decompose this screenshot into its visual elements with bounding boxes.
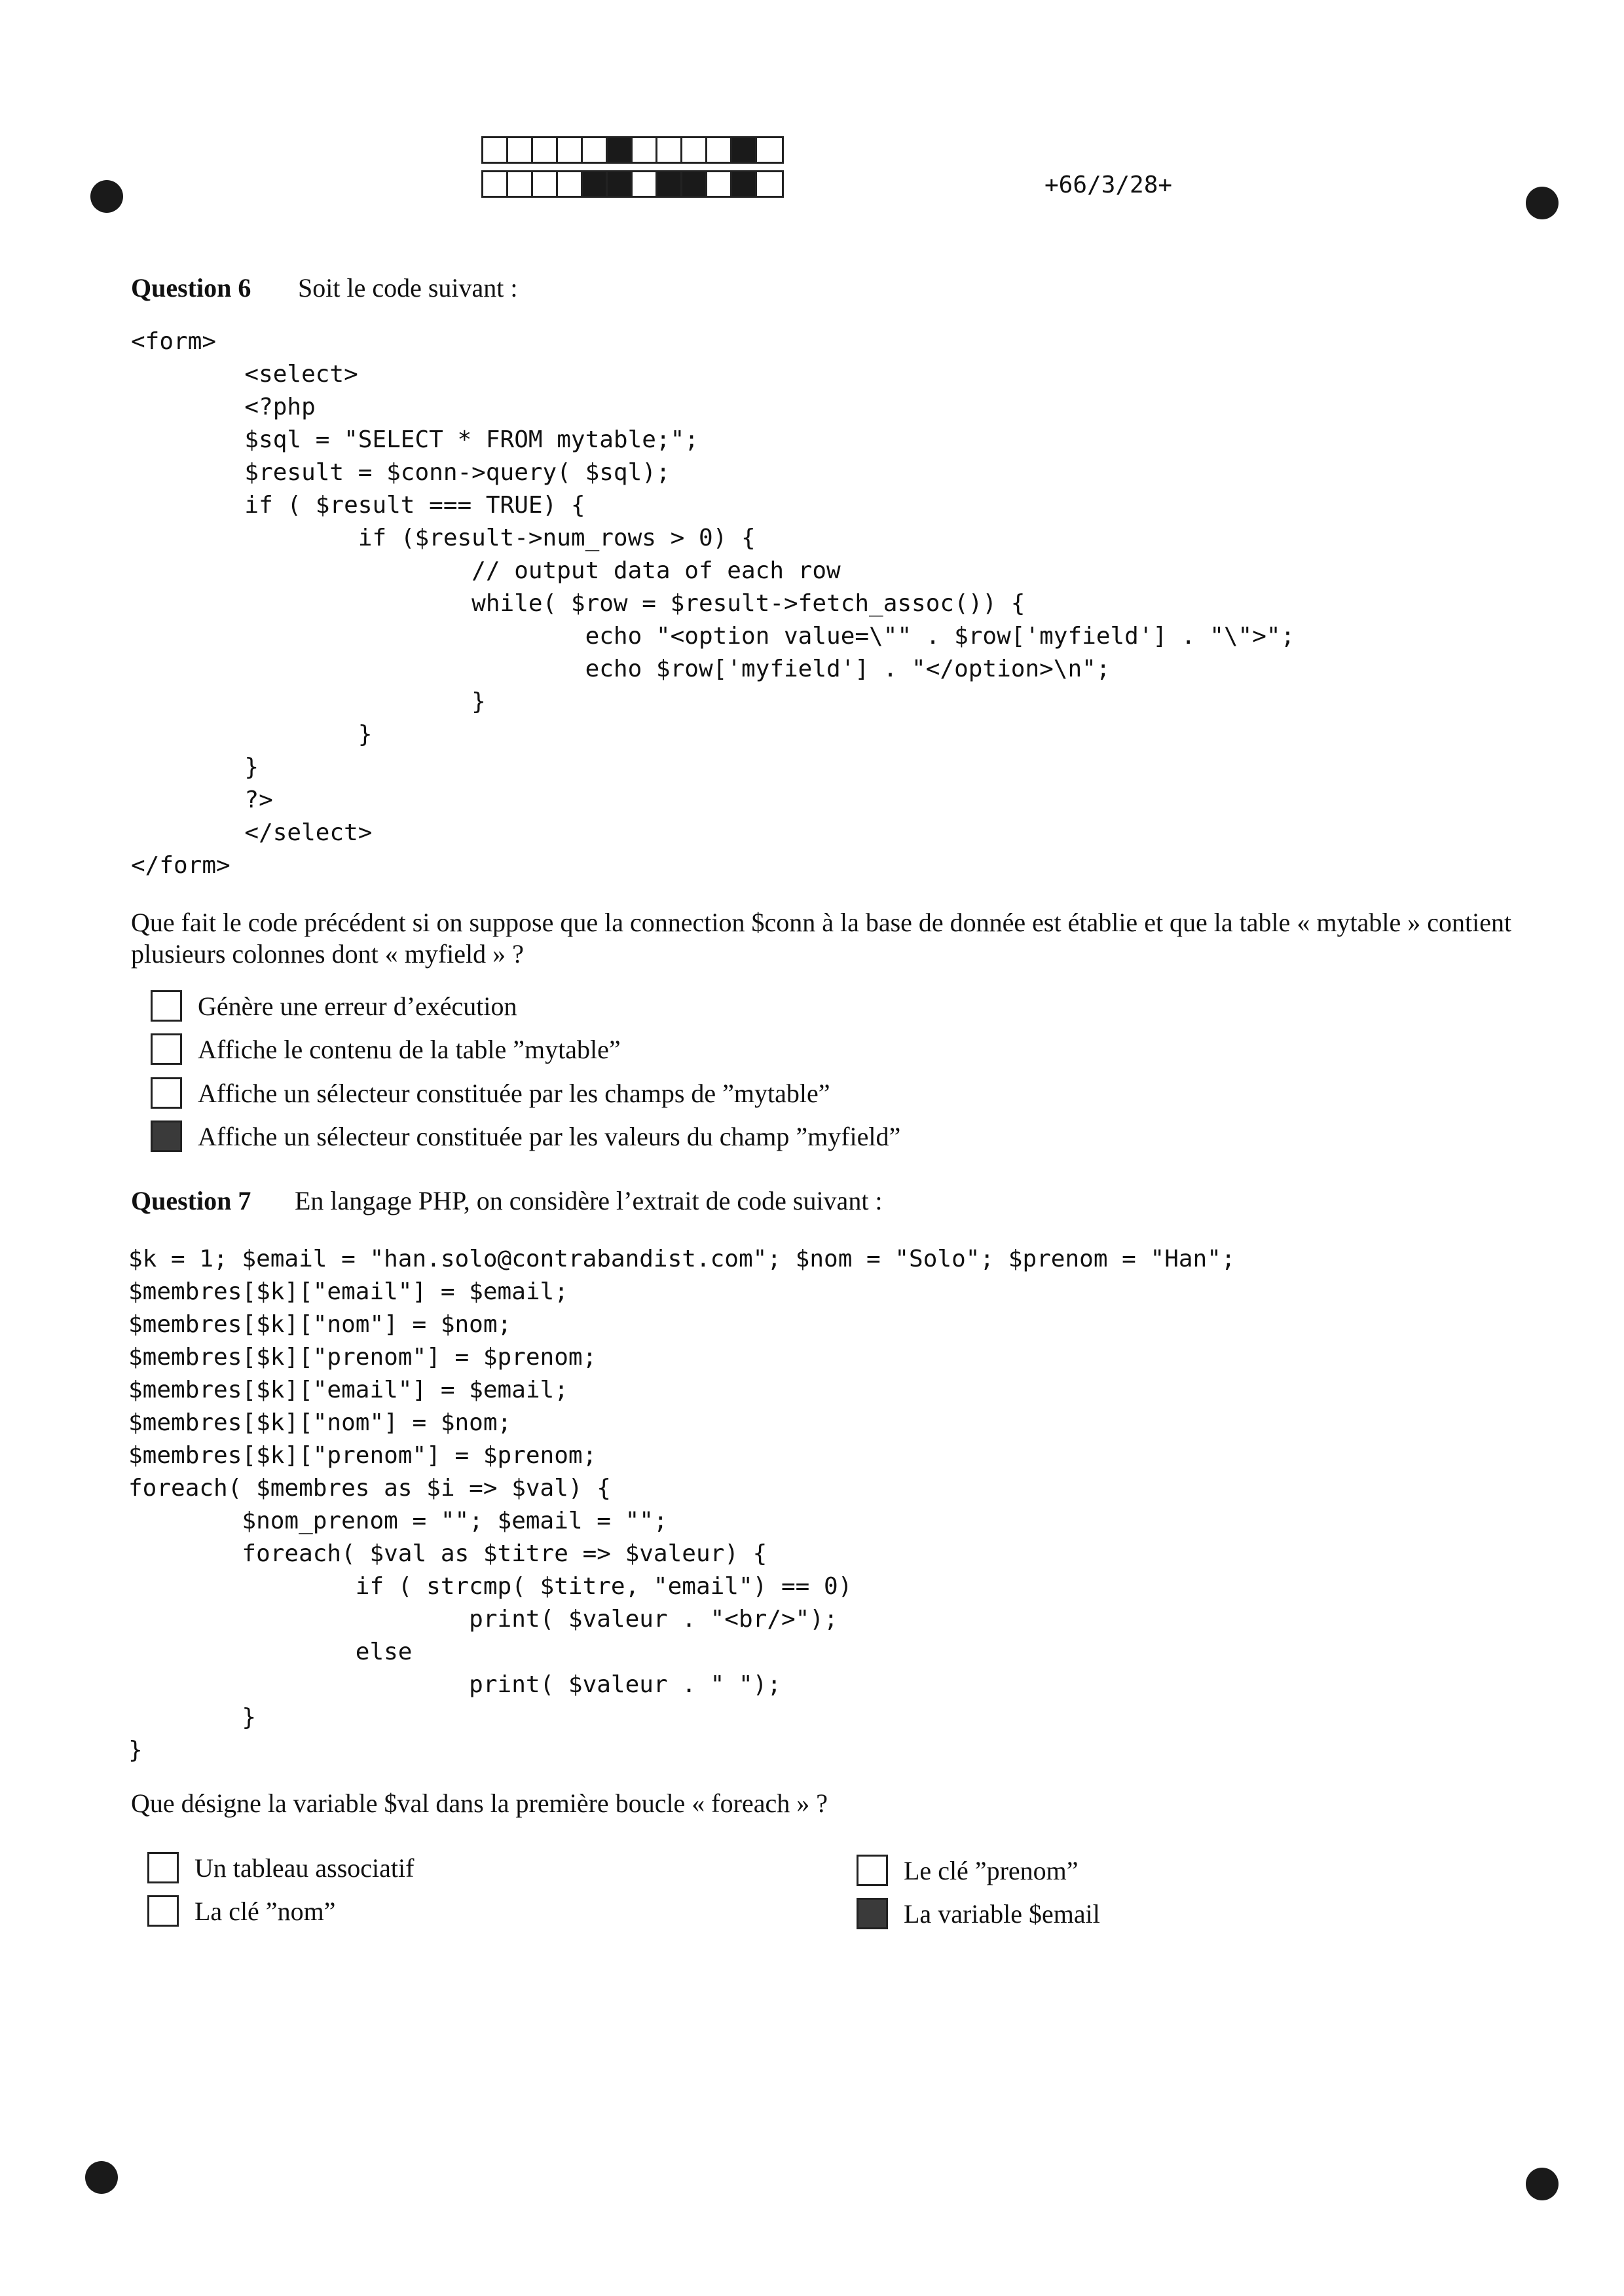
code-line: while( $row = $result->fetch_assoc()) { [131, 590, 1025, 617]
question-6-option[interactable] [151, 1120, 900, 1152]
code-line: $k = 1; $email = "han.solo@contrabandist.com"; $nom = "Solo"; $prenom = "Han"; [128, 1246, 1236, 1272]
barcode-cell [483, 138, 508, 162]
answer-checkbox[interactable] [857, 1855, 888, 1886]
answer-checkbox[interactable] [147, 1852, 179, 1883]
barcode-cell [583, 172, 608, 196]
code-line: foreach( $membres as $i => $val) { [128, 1475, 611, 1502]
code-line: if ( $result === TRUE) { [131, 492, 585, 519]
question-7-number: Question 7 [131, 1186, 251, 1215]
question-6-prompt: Que fait le code précédent si on suppose que la connection $conn à la base de donnée est établie et que la table « mytable » contient plusieurs colonnes dont « myfield » ? [131, 908, 1512, 969]
barcode-cell [732, 138, 757, 162]
code-line: $result = $conn->query( $sql); [131, 459, 671, 486]
barcode-cell [583, 138, 608, 162]
barcode-cell [558, 172, 583, 196]
page-code: +66/3/28+ [1044, 172, 1173, 198]
code-line: foreach( $val as $titre => $valeur) { [128, 1540, 767, 1567]
code-line: print( $valeur . "<br/>"); [128, 1606, 838, 1633]
question-6-header [131, 272, 518, 303]
question-6-number: Question 6 [131, 273, 251, 303]
code-line: } [131, 688, 486, 715]
question-7-option[interactable] [857, 1855, 1079, 1886]
code-line: // output data of each row [131, 557, 841, 584]
code-line: } [128, 1704, 257, 1731]
code-line: if ( strcmp( $titre, "email") == 0) [128, 1573, 853, 1600]
code-line: <form> [131, 328, 217, 355]
barcode-cell [508, 172, 533, 196]
code-line: <?php [131, 394, 316, 420]
code-line: <select> [131, 361, 358, 388]
barcode-cell [558, 138, 583, 162]
option-label: La clé ”nom” [194, 1896, 336, 1926]
code-line: </form> [131, 852, 231, 879]
option-label: Le clé ”prenom” [904, 1855, 1079, 1885]
code-line: } [128, 1737, 143, 1764]
code-line: $membres[$k]["prenom"] = $prenom; [128, 1344, 597, 1371]
barcode-cell [732, 172, 757, 196]
question-6-code [131, 325, 1295, 882]
registration-mark-bottom-left [85, 2161, 118, 2194]
answer-checkbox[interactable] [147, 1895, 179, 1927]
answer-checkbox[interactable] [151, 1077, 182, 1109]
code-line: echo "<option value=\"" . $row['myfield'] . "\">"; [131, 623, 1295, 650]
question-7-option[interactable] [147, 1852, 414, 1883]
question-6-option[interactable] [151, 1033, 621, 1065]
option-label: Un tableau associatif [194, 1853, 415, 1883]
option-label: Affiche un sélecteur constituée par les valeurs du champ ”myfield” [198, 1121, 901, 1151]
barcode-cell [483, 172, 508, 196]
barcode-cell [757, 172, 782, 196]
code-line: else [128, 1639, 413, 1665]
question-6-option[interactable] [151, 1077, 830, 1109]
barcode-row-1 [481, 136, 784, 164]
code-line: echo $row['myfield'] . "</option>\n"; [131, 656, 1111, 682]
barcode-cell [608, 138, 633, 162]
registration-mark-top-right [1526, 187, 1559, 219]
code-line: $sql = "SELECT * FROM mytable;"; [131, 426, 699, 453]
option-label: Affiche le contenu de la table ”mytable” [198, 1034, 621, 1064]
barcode-cell [707, 172, 732, 196]
question-7-prompt: Que désigne la variable $val dans la première boucle « foreach » ? [131, 1788, 828, 1818]
question-7-option[interactable] [857, 1898, 1100, 1929]
question-7-header [131, 1185, 883, 1216]
code-line: $membres[$k]["email"] = $email; [128, 1377, 568, 1403]
code-line: } [131, 721, 373, 748]
answer-checkbox[interactable] [857, 1898, 888, 1929]
barcode-cell [707, 138, 732, 162]
barcode-cell [508, 138, 533, 162]
option-label: Affiche un sélecteur constituée par les champs de ”mytable” [198, 1078, 830, 1108]
code-line: if ($result->num_rows > 0) { [131, 525, 756, 551]
barcode-cell [608, 172, 633, 196]
barcode-cell [657, 138, 682, 162]
code-line: } [131, 754, 259, 781]
answer-checkbox[interactable] [151, 1033, 182, 1065]
barcode-cell [682, 138, 707, 162]
barcode-cell [757, 138, 782, 162]
code-line: $membres[$k]["prenom"] = $prenom; [128, 1442, 597, 1469]
barcode-cell [533, 138, 558, 162]
question-6-option[interactable] [151, 990, 517, 1022]
question-7-code [128, 1243, 1236, 1767]
barcode-cell [657, 172, 682, 196]
option-label: La variable $email [904, 1898, 1100, 1929]
barcode-row-2 [481, 170, 784, 198]
registration-mark-bottom-right [1526, 2168, 1559, 2200]
question-6-intro: Soit le code suivant : [298, 273, 518, 303]
question-7-intro: En langage PHP, on considère l’extrait de code suivant : [295, 1186, 883, 1215]
answer-checkbox[interactable] [151, 990, 182, 1022]
barcode-cell [533, 172, 558, 196]
code-line: ?> [131, 787, 273, 813]
code-line: $membres[$k]["email"] = $email; [128, 1278, 568, 1305]
code-line: </select> [131, 819, 373, 846]
barcode-cell [682, 172, 707, 196]
code-line: print( $valeur . " "); [128, 1671, 781, 1698]
registration-mark-top-left [90, 180, 123, 213]
code-line: $nom_prenom = ""; $email = ""; [128, 1508, 668, 1534]
barcode-cell [633, 172, 657, 196]
option-label: Génère une erreur d’exécution [198, 991, 517, 1021]
question-7-option[interactable] [147, 1895, 335, 1927]
code-line: $membres[$k]["nom"] = $nom; [128, 1409, 512, 1436]
barcode-cell [633, 138, 657, 162]
code-line: $membres[$k]["nom"] = $nom; [128, 1311, 512, 1338]
answer-checkbox[interactable] [151, 1120, 182, 1152]
